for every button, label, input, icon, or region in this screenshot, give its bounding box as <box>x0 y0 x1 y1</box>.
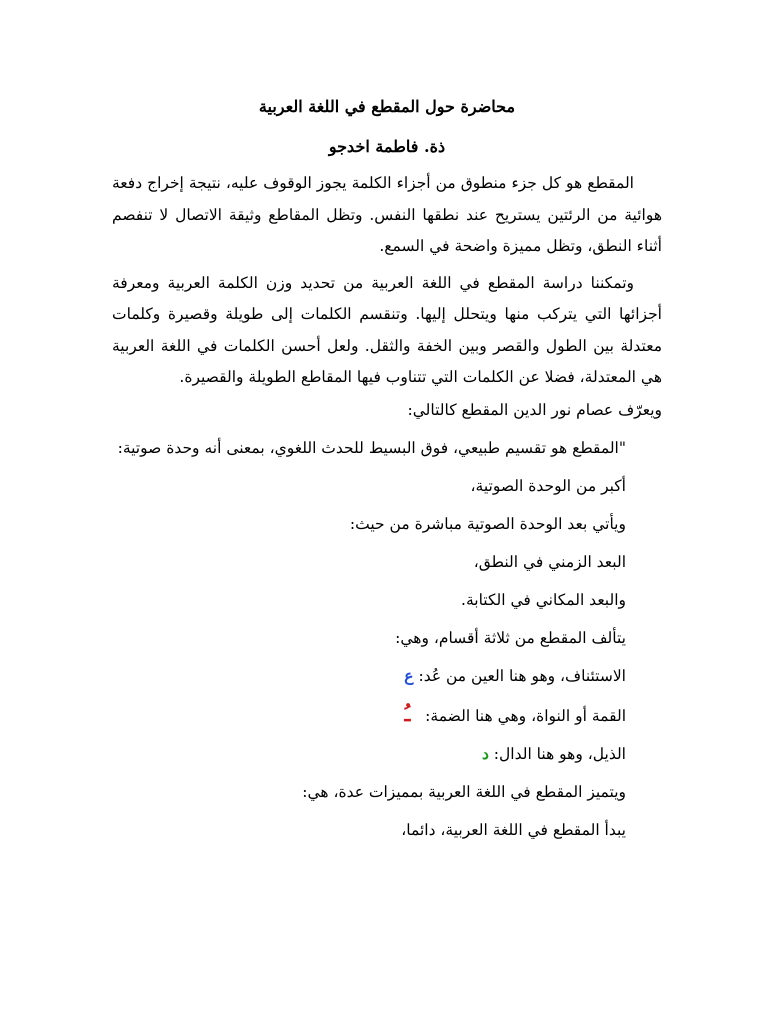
syllable-coda-text: الذيل، وهو هنا الدال: <box>493 744 626 763</box>
quote-line: "المقطع هو تقسيم طبيعي، فوق البسيط للحدث اللغوي، بمعنى أنه وحدة صوتية: <box>117 438 626 457</box>
syllable-nucleus-line <box>112 703 662 727</box>
syllable-onset-line <box>112 665 662 687</box>
quote-line: يبدأ المقطع في اللغة العربية، دائما، <box>401 820 626 839</box>
syllable-onset-mark: ع <box>404 665 414 685</box>
paragraph-study: وتمكننا دراسة المقطع في اللغة العربية من تحديد وزن الكلمة العربية ومعرفة أجزائها التي يتركب منها ويتحلل إليها. وتنقسم الكلمات إلى طويلة وقصيرة وكلمات معتدلة بين الطول والقصر وبين الخفة والثقل. ولعل أحسن الكلمات في اللغة العربية هي المعتدلة، فضلا عن الكلمات التي تتناوب فيها المقاطع الطويلة والقصيرة. <box>112 273 662 386</box>
paragraph-definition: المقطع هو كل جزء منطوق من أجزاء الكلمة يجوز الوقوف عليه، نتيجة إخراج دفعة هوائية من الرئتين يستريح عند نطقها النفس. وتظل المقاطع وثيقة الاتصال لا تنفصم أثناء النطق، وتظل مميزة واضحة في السمع. <box>112 174 662 255</box>
syllable-onset-text: الاستئناف، وهو هنا العين من عُد: <box>418 666 626 685</box>
syllable-coda-mark: د <box>481 743 489 763</box>
quote-line: البعد الزمني في النطق، <box>473 552 626 571</box>
quote-line: ويتميز المقطع في اللغة العربية بمميزات عدة، هي: <box>302 782 626 801</box>
author-name: ذة. فاطمة اخدجو <box>328 137 446 156</box>
quote-line: والبعد المكاني في الكتابة. <box>461 590 626 609</box>
document-page <box>112 96 662 857</box>
quote-line: ويأتي بعد الوحدة الصوتية مباشرة من حيث: <box>349 514 626 533</box>
document-title: محاضرة حول المقطع في اللغة العربية <box>258 97 516 116</box>
quote-line: أكبر من الوحدة الصوتية، <box>470 476 626 495</box>
syllable-nucleus-mark: ـُ <box>404 701 411 726</box>
syllable-nucleus-text: القمة أو النواة، وهي هنا الضمة: <box>425 706 626 725</box>
quote-line: يتألف المقطع من ثلاثة أقسام، وهي: <box>395 628 626 647</box>
quote-intro: ويعرّف عصام نور الدين المقطع كالتالي: <box>407 400 662 419</box>
syllable-coda-line <box>112 743 662 765</box>
